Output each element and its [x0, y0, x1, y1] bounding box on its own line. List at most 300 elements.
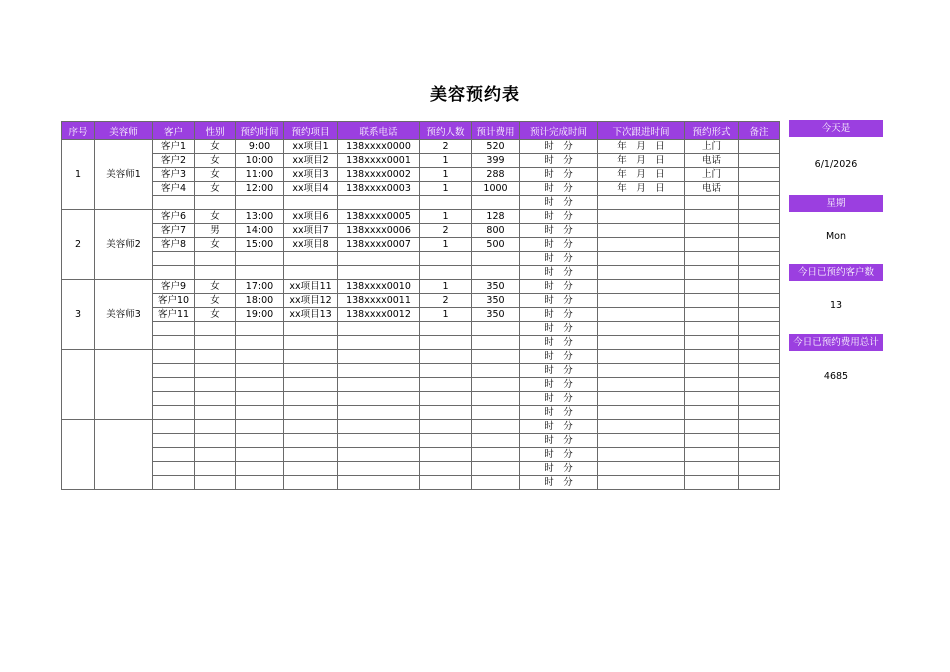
- gender-cell: [195, 350, 236, 364]
- form-cell: [685, 476, 739, 490]
- next-followup-cell: 年 月 日: [598, 168, 685, 182]
- form-cell: [685, 378, 739, 392]
- form-cell: [685, 280, 739, 294]
- gender-cell: [195, 252, 236, 266]
- phone-cell: [338, 476, 420, 490]
- note-cell: [739, 182, 780, 196]
- customer-cell: [153, 378, 195, 392]
- beautician-cell: [95, 420, 153, 490]
- next-followup-cell: [598, 280, 685, 294]
- next-followup-cell: [598, 238, 685, 252]
- finish-time-cell: 时 分: [520, 462, 598, 476]
- finish-time-cell: 时 分: [520, 154, 598, 168]
- next-followup-cell: [598, 378, 685, 392]
- gender-cell: 女: [195, 182, 236, 196]
- phone-cell: 138xxxx0012: [338, 308, 420, 322]
- people-cell: 2: [420, 224, 472, 238]
- phone-cell: [338, 448, 420, 462]
- index-cell: 1: [62, 140, 95, 210]
- people-cell: [420, 336, 472, 350]
- people-cell: [420, 266, 472, 280]
- customer-cell: 客户2: [153, 154, 195, 168]
- finish-time-cell: 时 分: [520, 196, 598, 210]
- weekday-panel: [789, 195, 883, 242]
- phone-cell: [338, 322, 420, 336]
- table-row: [62, 406, 780, 420]
- time-cell: [236, 336, 284, 350]
- table-body: [62, 140, 780, 490]
- header-cell: 预约项目: [284, 122, 338, 140]
- time-cell: [236, 392, 284, 406]
- index-cell: 3: [62, 280, 95, 350]
- table-row: [62, 238, 780, 252]
- finish-time-cell: 时 分: [520, 448, 598, 462]
- customer-cell: [153, 420, 195, 434]
- phone-cell: [338, 420, 420, 434]
- phone-cell: [338, 336, 420, 350]
- header-cell: 下次跟进时间: [598, 122, 685, 140]
- item-cell: [284, 196, 338, 210]
- form-cell: [685, 294, 739, 308]
- header-cell: 预约人数: [420, 122, 472, 140]
- index-cell: 2: [62, 210, 95, 280]
- next-followup-cell: [598, 476, 685, 490]
- people-cell: [420, 364, 472, 378]
- gender-cell: 女: [195, 140, 236, 154]
- next-followup-cell: [598, 364, 685, 378]
- finish-time-cell: 时 分: [520, 322, 598, 336]
- form-cell: [685, 406, 739, 420]
- form-cell: [685, 196, 739, 210]
- note-cell: [739, 140, 780, 154]
- table-row: [62, 182, 780, 196]
- form-cell: [685, 266, 739, 280]
- form-cell: [685, 308, 739, 322]
- people-cell: 1: [420, 168, 472, 182]
- beautician-cell: 美容师3: [95, 280, 153, 350]
- next-followup-cell: 年 月 日: [598, 154, 685, 168]
- beautician-cell: 美容师1: [95, 140, 153, 210]
- cost-cell: 399: [472, 154, 520, 168]
- beautician-cell: 美容师2: [95, 210, 153, 280]
- item-cell: [284, 448, 338, 462]
- item-cell: [284, 364, 338, 378]
- time-cell: 13:00: [236, 210, 284, 224]
- customer-cell: [153, 392, 195, 406]
- customer-cell: 客户9: [153, 280, 195, 294]
- gender-cell: [195, 392, 236, 406]
- note-cell: [739, 210, 780, 224]
- header-cell: 预计费用: [472, 122, 520, 140]
- customer-cell: [153, 196, 195, 210]
- form-cell: [685, 364, 739, 378]
- people-cell: 2: [420, 294, 472, 308]
- phone-cell: [338, 196, 420, 210]
- next-followup-cell: [598, 406, 685, 420]
- beautician-cell: [95, 350, 153, 420]
- gender-cell: 女: [195, 308, 236, 322]
- form-cell: 电话: [685, 154, 739, 168]
- form-cell: [685, 252, 739, 266]
- time-cell: [236, 196, 284, 210]
- finish-time-cell: 时 分: [520, 420, 598, 434]
- time-cell: 10:00: [236, 154, 284, 168]
- gender-cell: [195, 476, 236, 490]
- cost-cell: [472, 252, 520, 266]
- time-cell: 15:00: [236, 238, 284, 252]
- finish-time-cell: 时 分: [520, 210, 598, 224]
- finish-time-cell: 时 分: [520, 336, 598, 350]
- item-cell: xx项目4: [284, 182, 338, 196]
- table-row: [62, 322, 780, 336]
- customer-cell: 客户4: [153, 182, 195, 196]
- phone-cell: 138xxxx0011: [338, 294, 420, 308]
- gender-cell: [195, 448, 236, 462]
- header-cell: 性别: [195, 122, 236, 140]
- table-row: [62, 378, 780, 392]
- cost-cell: 1000: [472, 182, 520, 196]
- customer-cell: [153, 434, 195, 448]
- people-cell: 1: [420, 182, 472, 196]
- cost-cell: 350: [472, 294, 520, 308]
- cost-cell: [472, 322, 520, 336]
- time-cell: [236, 476, 284, 490]
- form-cell: [685, 462, 739, 476]
- finish-time-cell: 时 分: [520, 476, 598, 490]
- customer-cell: 客户1: [153, 140, 195, 154]
- next-followup-cell: [598, 252, 685, 266]
- phone-cell: [338, 364, 420, 378]
- table-row: [62, 196, 780, 210]
- cost-total-panel: [789, 334, 883, 382]
- note-cell: [739, 252, 780, 266]
- time-cell: [236, 462, 284, 476]
- form-cell: [685, 392, 739, 406]
- item-cell: [284, 266, 338, 280]
- note-cell: [739, 462, 780, 476]
- item-cell: [284, 336, 338, 350]
- finish-time-cell: 时 分: [520, 294, 598, 308]
- phone-cell: [338, 266, 420, 280]
- people-cell: [420, 392, 472, 406]
- phone-cell: 138xxxx0007: [338, 238, 420, 252]
- gender-cell: [195, 336, 236, 350]
- gender-cell: 女: [195, 280, 236, 294]
- time-cell: 19:00: [236, 308, 284, 322]
- form-cell: [685, 350, 739, 364]
- note-cell: [739, 154, 780, 168]
- finish-time-cell: 时 分: [520, 238, 598, 252]
- table-row: [62, 154, 780, 168]
- gender-cell: [195, 462, 236, 476]
- cost-cell: [472, 476, 520, 490]
- customer-cell: [153, 336, 195, 350]
- item-cell: [284, 434, 338, 448]
- phone-cell: [338, 406, 420, 420]
- customer-cell: 客户3: [153, 168, 195, 182]
- table-row: [62, 476, 780, 490]
- note-cell: [739, 266, 780, 280]
- cost-cell: [472, 196, 520, 210]
- item-cell: xx项目6: [284, 210, 338, 224]
- table-row: [62, 420, 780, 434]
- customer-cell: 客户10: [153, 294, 195, 308]
- cost-cell: [472, 406, 520, 420]
- form-cell: [685, 420, 739, 434]
- people-cell: 1: [420, 280, 472, 294]
- finish-time-cell: 时 分: [520, 140, 598, 154]
- customer-cell: [153, 476, 195, 490]
- item-cell: xx项目12: [284, 294, 338, 308]
- cost-cell: 350: [472, 280, 520, 294]
- item-cell: xx项目3: [284, 168, 338, 182]
- page-title: 美容预约表: [430, 85, 520, 105]
- phone-cell: 138xxxx0003: [338, 182, 420, 196]
- customer-cell: 客户7: [153, 224, 195, 238]
- table-row: [62, 448, 780, 462]
- time-cell: [236, 448, 284, 462]
- customer-count-panel: [789, 264, 883, 311]
- finish-time-cell: 时 分: [520, 182, 598, 196]
- people-cell: [420, 252, 472, 266]
- people-cell: 1: [420, 210, 472, 224]
- table-row: [62, 280, 780, 294]
- finish-time-cell: 时 分: [520, 308, 598, 322]
- table-row: [62, 434, 780, 448]
- form-cell: [685, 448, 739, 462]
- note-cell: [739, 196, 780, 210]
- time-cell: [236, 378, 284, 392]
- next-followup-cell: [598, 336, 685, 350]
- customer-cell: [153, 266, 195, 280]
- next-followup-cell: [598, 434, 685, 448]
- form-cell: [685, 434, 739, 448]
- time-cell: [236, 364, 284, 378]
- finish-time-cell: 时 分: [520, 434, 598, 448]
- next-followup-cell: 年 月 日: [598, 182, 685, 196]
- gender-cell: [195, 196, 236, 210]
- finish-time-cell: 时 分: [520, 392, 598, 406]
- time-cell: [236, 266, 284, 280]
- header-row: [62, 122, 780, 140]
- index-cell: [62, 420, 95, 490]
- cost-cell: [472, 420, 520, 434]
- customer-cell: [153, 462, 195, 476]
- time-cell: [236, 434, 284, 448]
- item-cell: xx项目8: [284, 238, 338, 252]
- table-row: [62, 336, 780, 350]
- time-cell: 17:00: [236, 280, 284, 294]
- phone-cell: 138xxxx0001: [338, 154, 420, 168]
- gender-cell: 女: [195, 154, 236, 168]
- form-cell: [685, 210, 739, 224]
- table-row: [62, 210, 780, 224]
- finish-time-cell: 时 分: [520, 280, 598, 294]
- phone-cell: [338, 392, 420, 406]
- gender-cell: 女: [195, 238, 236, 252]
- next-followup-cell: [598, 308, 685, 322]
- item-cell: [284, 392, 338, 406]
- customer-cell: [153, 406, 195, 420]
- table-row: [62, 294, 780, 308]
- gender-cell: [195, 378, 236, 392]
- people-cell: [420, 406, 472, 420]
- time-cell: 11:00: [236, 168, 284, 182]
- customer-cell: [153, 322, 195, 336]
- item-cell: [284, 420, 338, 434]
- note-cell: [739, 420, 780, 434]
- people-cell: 2: [420, 140, 472, 154]
- gender-cell: [195, 420, 236, 434]
- people-cell: 1: [420, 308, 472, 322]
- note-cell: [739, 238, 780, 252]
- appointment-table: [61, 121, 780, 490]
- customer-count-value: 13: [829, 300, 843, 311]
- header-cell: 预计完成时间: [520, 122, 598, 140]
- note-cell: [739, 392, 780, 406]
- item-cell: [284, 322, 338, 336]
- phone-cell: 138xxxx0000: [338, 140, 420, 154]
- note-cell: [739, 378, 780, 392]
- item-cell: [284, 350, 338, 364]
- time-cell: [236, 420, 284, 434]
- item-cell: xx项目1: [284, 140, 338, 154]
- finish-time-cell: 时 分: [520, 364, 598, 378]
- customer-cell: [153, 448, 195, 462]
- finish-time-cell: 时 分: [520, 406, 598, 420]
- note-cell: [739, 476, 780, 490]
- cost-total-value: 4685: [823, 371, 849, 382]
- form-cell: [685, 238, 739, 252]
- header-cell: 序号: [62, 122, 95, 140]
- finish-time-cell: 时 分: [520, 378, 598, 392]
- people-cell: [420, 434, 472, 448]
- cost-cell: 350: [472, 308, 520, 322]
- cost-cell: [472, 336, 520, 350]
- cost-cell: [472, 392, 520, 406]
- finish-time-cell: 时 分: [520, 252, 598, 266]
- table-row: [62, 168, 780, 182]
- gender-cell: 男: [195, 224, 236, 238]
- table-row: [62, 350, 780, 364]
- table-row: [62, 224, 780, 238]
- next-followup-cell: 年 月 日: [598, 140, 685, 154]
- next-followup-cell: [598, 392, 685, 406]
- cost-cell: [472, 448, 520, 462]
- note-cell: [739, 224, 780, 238]
- people-cell: [420, 420, 472, 434]
- people-cell: 1: [420, 154, 472, 168]
- weekday-label: 星期: [789, 195, 883, 212]
- phone-cell: [338, 378, 420, 392]
- note-cell: [739, 364, 780, 378]
- gender-cell: [195, 364, 236, 378]
- header-cell: 联系电话: [338, 122, 420, 140]
- people-cell: [420, 462, 472, 476]
- today-value: 6/1/2026: [814, 159, 858, 170]
- gender-cell: [195, 322, 236, 336]
- gender-cell: [195, 434, 236, 448]
- phone-cell: 138xxxx0010: [338, 280, 420, 294]
- note-cell: [739, 280, 780, 294]
- phone-cell: [338, 462, 420, 476]
- form-cell: [685, 322, 739, 336]
- next-followup-cell: [598, 224, 685, 238]
- time-cell: [236, 322, 284, 336]
- today-panel: [789, 120, 883, 170]
- table-row: [62, 392, 780, 406]
- next-followup-cell: [598, 266, 685, 280]
- gender-cell: [195, 266, 236, 280]
- next-followup-cell: [598, 350, 685, 364]
- note-cell: [739, 434, 780, 448]
- gender-cell: 女: [195, 168, 236, 182]
- header-cell: 备注: [739, 122, 780, 140]
- table-row: [62, 140, 780, 154]
- item-cell: [284, 476, 338, 490]
- cost-cell: 288: [472, 168, 520, 182]
- next-followup-cell: [598, 462, 685, 476]
- cost-cell: 128: [472, 210, 520, 224]
- phone-cell: [338, 434, 420, 448]
- cost-cell: 520: [472, 140, 520, 154]
- item-cell: [284, 406, 338, 420]
- next-followup-cell: [598, 322, 685, 336]
- header-cell: 预约形式: [685, 122, 739, 140]
- cost-cell: [472, 378, 520, 392]
- time-cell: [236, 406, 284, 420]
- note-cell: [739, 308, 780, 322]
- people-cell: [420, 476, 472, 490]
- next-followup-cell: [598, 196, 685, 210]
- today-label: 今天是: [789, 120, 883, 137]
- time-cell: 14:00: [236, 224, 284, 238]
- header-cell: 客户: [153, 122, 195, 140]
- time-cell: 18:00: [236, 294, 284, 308]
- time-cell: [236, 252, 284, 266]
- people-cell: [420, 448, 472, 462]
- cost-cell: 800: [472, 224, 520, 238]
- gender-cell: 女: [195, 294, 236, 308]
- phone-cell: [338, 252, 420, 266]
- time-cell: 12:00: [236, 182, 284, 196]
- people-cell: [420, 196, 472, 210]
- form-cell: [685, 224, 739, 238]
- item-cell: [284, 378, 338, 392]
- customer-cell: 客户11: [153, 308, 195, 322]
- time-cell: [236, 350, 284, 364]
- table-row: [62, 266, 780, 280]
- people-cell: [420, 322, 472, 336]
- phone-cell: 138xxxx0005: [338, 210, 420, 224]
- note-cell: [739, 336, 780, 350]
- phone-cell: 138xxxx0006: [338, 224, 420, 238]
- finish-time-cell: 时 分: [520, 224, 598, 238]
- note-cell: [739, 448, 780, 462]
- table-row: [62, 308, 780, 322]
- customer-cell: 客户6: [153, 210, 195, 224]
- customer-cell: [153, 252, 195, 266]
- note-cell: [739, 350, 780, 364]
- people-cell: 1: [420, 238, 472, 252]
- gender-cell: 女: [195, 210, 236, 224]
- finish-time-cell: 时 分: [520, 350, 598, 364]
- table-row: [62, 252, 780, 266]
- item-cell: xx项目7: [284, 224, 338, 238]
- cost-cell: [472, 364, 520, 378]
- index-cell: [62, 350, 95, 420]
- customer-cell: [153, 364, 195, 378]
